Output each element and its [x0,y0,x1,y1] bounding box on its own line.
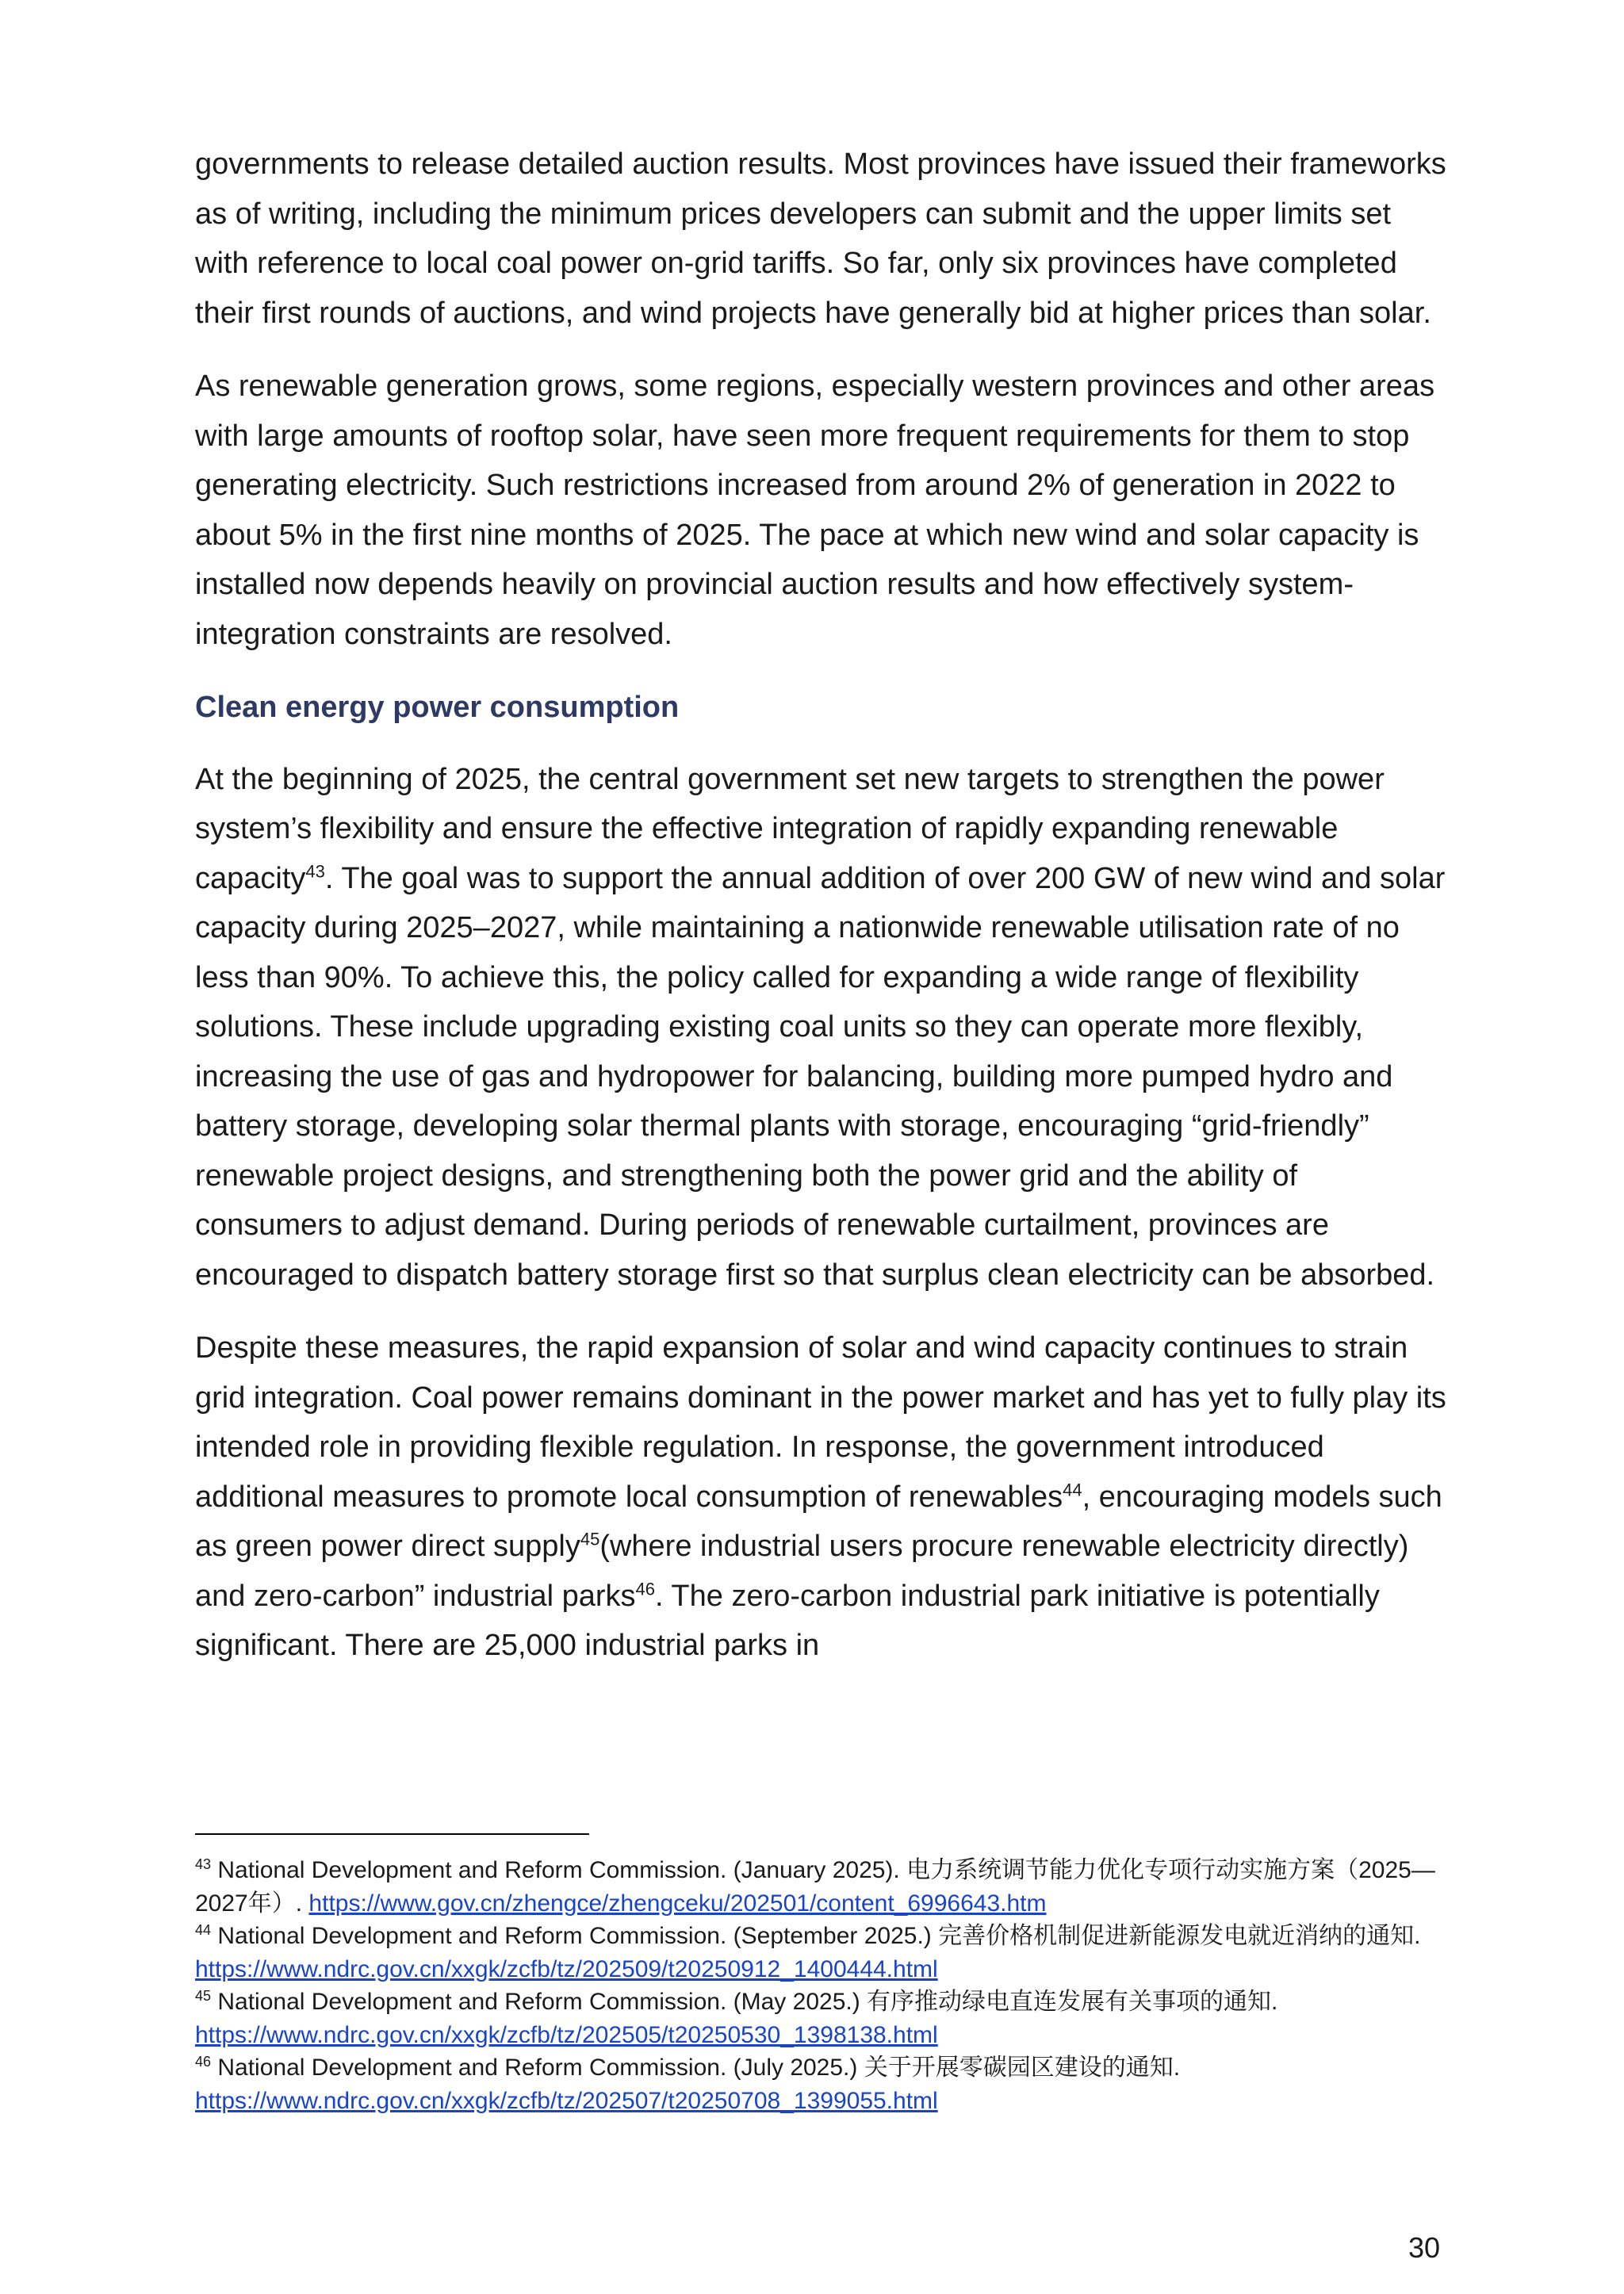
document-body [195,140,1448,1695]
paragraph-text: . The goal was to support the annual addition of over 200 GW of new wind and solar capacity during 2025–2027, while maintaining a nationwide renewable utilisation rate of no less than 90%. To achieve this, the policy called for expanding a wide range of flexibility solutions. These include upgrading existing coal units so they can operate more flexibly, increasing the use of gas and hydropower for balancing, building more pumped hydro and battery storage, developing solar thermal plants with storage, encouraging “grid-friendly” renewable project designs, and strengthening both the power grid and the ability of consumers to adjust demand. During periods of renewable curtailment, provinces are encouraged to dispatch battery storage first so that surplus clean electricity can be absorbed. [195,861,1446,1292]
footnote-link[interactable]: https://www.ndrc.gov.cn/xxgk/zcfb/tz/202505/t20250530_1398138.html [195,2021,938,2048]
section-heading: Clean energy power consumption [195,691,680,724]
footnote-link[interactable]: https://www.ndrc.gov.cn/xxgk/zcfb/tz/202509/t20250912_1400444.html [195,1955,938,1982]
page-number: 30 [1408,2231,1440,2264]
footnote-number: 44 [195,1922,212,1938]
footnote-number: 43 [195,1856,212,1872]
paragraph-flexibility-targets [195,755,1448,1300]
paragraph-grid-integration [195,1323,1448,1671]
footnote-text: National Development and Reform Commission. (May 2025.) 有序推动绿电直连发展有关事项的通知. [211,1989,1278,2015]
footnote-reference-44[interactable]: 44 [1063,1479,1082,1499]
footnote-reference-45[interactable]: 45 [580,1529,600,1549]
footnote-text: National Development and Reform Commission. (July 2025.) 关于开展零碳园区建设的通知. [211,2055,1181,2081]
footnote-45 [195,1986,1448,2051]
footnote-number: 46 [195,2054,212,2070]
footnote-link[interactable]: https://www.gov.cn/zhengce/zhengceku/202501/content_6996643.htm [308,1890,1047,1917]
footnote-number: 45 [195,1988,212,2004]
footnote-reference-46[interactable]: 46 [635,1578,655,1599]
paragraph-text: . The zero-carbon industrial park initiative is potentially significant. There are 25,000 industrial parks in [195,1579,1380,1662]
footnote-46 [195,2051,1448,2117]
paragraph-text: Despite these measures, the rapid expansion of solar and wind capacity continues to strain grid integration. Coal power remains dominant in the power market and has yet to fully play its intended role in providing flexible regulation. In response, the government introduced additional measures to promote local consumption of renewables [195,1331,1446,1514]
footnote-44 [195,1920,1448,1986]
footnote-text: National Development and Reform Commission. (September 2025.) 完善价格机制促进新能源发电就近消纳的通知. [211,1923,1421,1949]
footnote-reference-43[interactable]: 43 [305,860,325,881]
paragraph-auction-results: governments to release detailed auction results. Most provinces have issued their frameworks as of writing, including the minimum prices developers can submit and the upper limits set with reference to local coal power on-grid tariffs. So far, only six provinces have completed their first rounds of auctions, and wind projects have generally bid at higher prices than solar. [195,147,1446,330]
footnote-43 [195,1854,1448,1920]
paragraph-text: At the beginning of 2025, the central government set new targets to strengthen the power system’s flexibility and ensure the effective integration of rapidly expanding renewable capacity [195,762,1385,895]
paragraph-curtailment: As renewable generation grows, some regions, especially western provinces and other areas with large amounts of rooftop solar, have seen more frequent requirements for them to stop generating electricity. Such restrictions increased from around 2% of generation in 2022 to about 5% in the first nine months of 2025. The pace at which new wind and solar capacity is installed now depends heavily on provincial auction results and how effectively system-integration constraints are resolved. [195,370,1435,651]
footnote-text: National Development and Reform Commission. (January 2025). 电力系统调节能力优化专项行动实施方案（2025—2027年）. [195,1857,1435,1917]
footnote-divider [195,1833,589,1835]
paragraph-text: , encouraging models such as green power direct supply [195,1480,1442,1563]
paragraph-text: (where industrial users procure renewable electricity directly) and zero-carbon” industrial parks [195,1530,1409,1613]
footnotes-section [195,1833,1448,2117]
footnote-link[interactable]: https://www.ndrc.gov.cn/xxgk/zcfb/tz/202507/t20250708_1399055.html [195,2087,938,2114]
